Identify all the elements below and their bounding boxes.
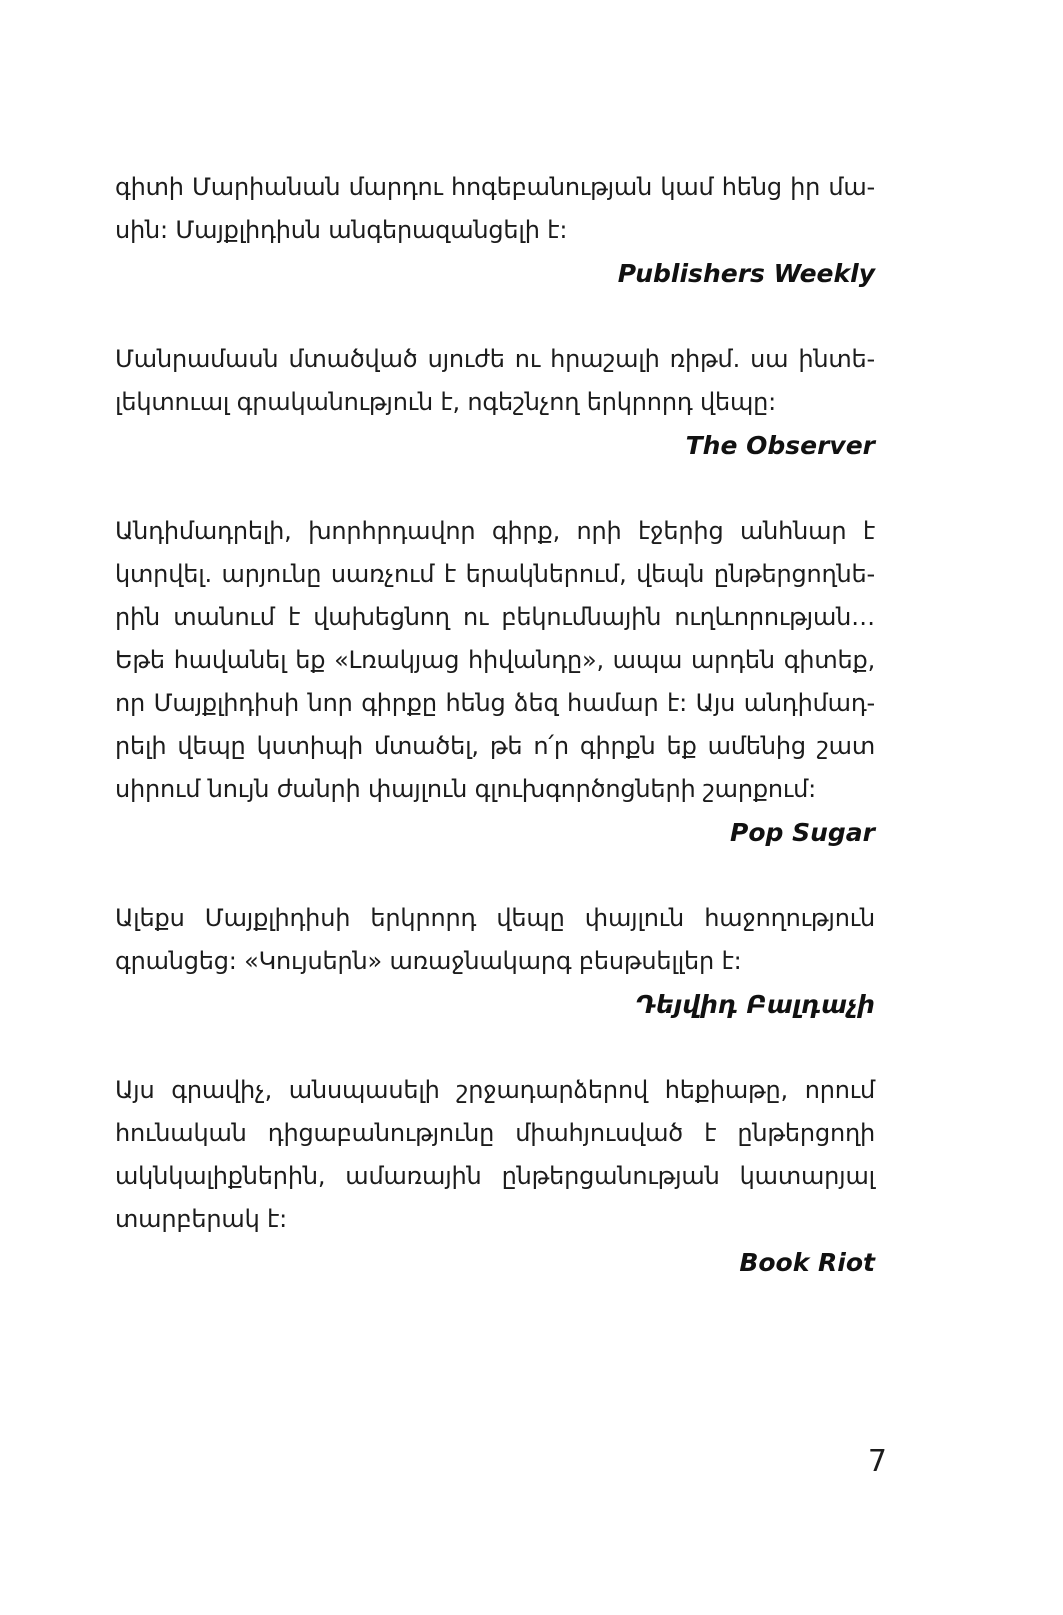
quote-text [115, 166, 875, 252]
quote-attribution: The Observer [685, 431, 875, 460]
quote-line: գրանցեց: «Կույսերն» առաջնակարգ բեսթսելլեր է: [115, 947, 742, 975]
quote-line: կտրվել. արյունը սառչում է երակներում, վեպն ընթերցողնե- [115, 560, 875, 588]
quote-line: սին: Մայքլիդիսն անգերազանցելի է: [115, 216, 568, 244]
quote-attribution: Publishers Weekly [617, 259, 875, 288]
quote-line: տարբերակ է: [115, 1205, 288, 1233]
quote-line: ակնկալիքներին, ամառային ընթերցանության կատարյալ [115, 1162, 875, 1190]
page-number: 7 [867, 1444, 887, 1479]
quote-block [115, 166, 875, 295]
quote-block [115, 897, 875, 1026]
quote-line: գիտի Մարիանան մարդու հոգեբանության կամ հենց իր մա- [115, 173, 875, 201]
quote-attribution: Book Riot [739, 1248, 875, 1277]
quote-block [115, 510, 875, 854]
quote-line: որ Մայքլիդիսի նոր գիրքը հենց ձեզ համար է: Այս անդիմադ- [115, 689, 875, 717]
quote-line: լեկտուալ գրականություն է, ոգեշնչող երկրորդ վեպը: [115, 388, 777, 416]
quote-attribution: Pop Sugar [730, 818, 875, 847]
quote-block [115, 1069, 875, 1284]
quote-block [115, 338, 875, 467]
quote-line: հունական դիցաբանությունը միահյուսված է ընթերցողի [115, 1119, 875, 1147]
quote-text [115, 897, 875, 983]
quote-line: րելի վեպը կստիպի մտածել, թե ո՛ր գիրքն եք ամենից շատ [115, 732, 875, 760]
quotes-container [115, 166, 875, 1327]
quote-line: Այս գրավիչ, անսպասելի շրջադարձերով հեքիաթը, որում [115, 1076, 875, 1104]
quote-text [115, 1069, 875, 1241]
quote-line: Ալեքս Մայքլիդիսի երկրորդ վեպը փայլուն հաջողություն [115, 904, 875, 932]
quote-line: Անդիմադրելի, խորհրդավոր գիրք, որի էջերից անհնար է [115, 517, 875, 545]
quote-attribution: Դեյվիդ Բալդաչի [635, 990, 875, 1019]
quote-line: Մանրամասն մտածված սյուժե ու հրաշալի ռիթմ. սա ինտե- [115, 345, 875, 373]
quote-line: Եթե հավանել եք «Լռակյաց հիվանդը», ապա արդեն գիտեք, [115, 646, 875, 674]
quote-text [115, 338, 875, 424]
quote-line: րին տանում է վախեցնող ու բեկումնային ուղևորության… [115, 603, 875, 631]
quote-line: սիրում նույն ժանրի փայլուն գլուխգործոցների շարքում: [115, 775, 817, 803]
quote-text [115, 510, 875, 811]
